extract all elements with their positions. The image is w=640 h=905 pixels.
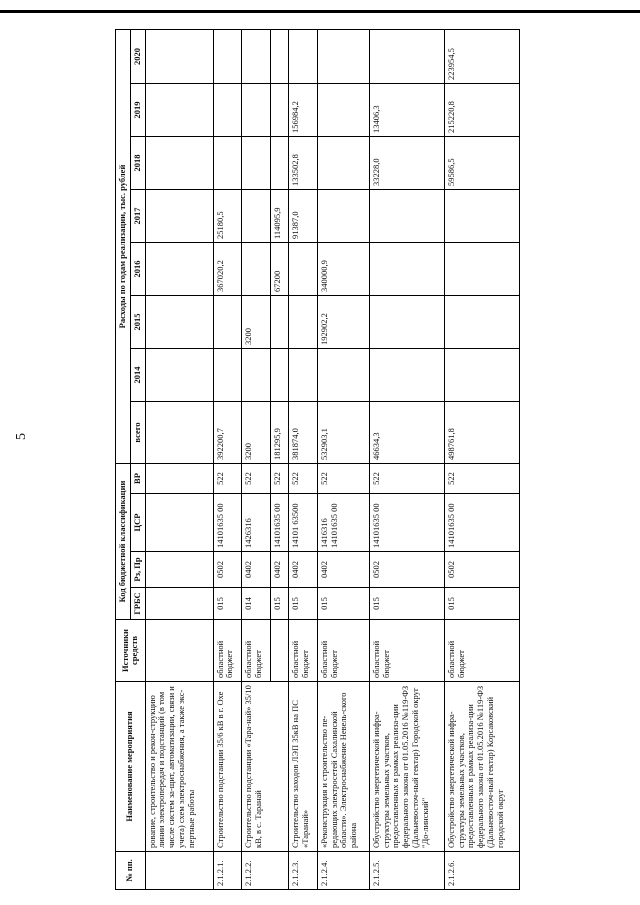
cell-grbs: 014 — [242, 588, 271, 620]
cell-vr: 522 — [271, 464, 288, 494]
cell-2015 — [288, 296, 317, 349]
cell-source: областной бюджет — [242, 620, 271, 682]
cell-name: Обустройство энергетической инфра-структуры земельных участков, предоставленных в рамках реализа-ции федерального закона от 01.05.2016 №119-ФЗ (Дальневосточ-ный гектар) Городской округ "До-линский" — [369, 682, 444, 852]
cell-grbs: 015 — [369, 588, 444, 620]
cell-name: «Реконструкция и строительство пе-редающих электросетей Сахалинской области». Электроснабжение Невель-ского района — [317, 682, 369, 852]
cell-2016 — [288, 243, 317, 296]
cell-rzpr: 0402 — [242, 552, 271, 588]
cell-no: 2.1.2.3. — [288, 852, 317, 890]
cell-2014 — [145, 349, 213, 402]
cell-2015 — [271, 296, 288, 349]
cell-2014 — [444, 349, 519, 402]
cell-2018: 33228,0 — [369, 137, 444, 190]
cell-name: ровапие, строительство и рекон-струкцию линии электропередач и подстанций (в том числе систем за-щит, автоматизации, связи и учета) схем электроснабжения, а также экс-пертные работы — [145, 682, 213, 852]
cell-2020 — [271, 29, 288, 83]
header-expenses: Расходы по годам реализации, тыс. рублей — [116, 29, 131, 463]
table-row — [444, 29, 519, 889]
cell-rzpr: 0402 — [271, 552, 288, 588]
cell-csr: 14101635 00 — [444, 494, 519, 552]
cell-2018 — [213, 137, 242, 190]
cell-2017: 25180,5 — [213, 190, 242, 243]
header-budget-code: Код бюджетной классификации — [116, 464, 131, 620]
cell-csr: 14101 63500 — [288, 494, 317, 552]
cell-2014 — [288, 349, 317, 402]
cell-2016: 67200 — [271, 243, 288, 296]
header-vr: ВР — [130, 464, 145, 494]
cell-2018: 59586,5 — [444, 137, 519, 190]
cell-2016 — [242, 243, 271, 296]
cell-2015: 3200 — [242, 296, 271, 349]
cell-2018 — [271, 137, 288, 190]
cell-csr: 14101635 00 — [213, 494, 242, 552]
cell-2015 — [145, 296, 213, 349]
cell-vr: 522 — [317, 464, 369, 494]
cell-rzpr: 0502 — [444, 552, 519, 588]
cell-2020 — [145, 29, 213, 83]
cell-total: 532903,1 — [317, 402, 369, 464]
cell-2019: 13406,3 — [369, 84, 444, 137]
cell-grbs — [145, 588, 213, 620]
cell-grbs: 015 — [271, 588, 288, 620]
header-year-2015: 2015 — [130, 296, 145, 349]
cell-no: 2.1.2.1. — [213, 852, 242, 890]
cell-2014 — [271, 349, 288, 402]
table-row — [145, 29, 213, 889]
cell-vr: 522 — [242, 464, 271, 494]
top-rule — [0, 10, 640, 13]
cell-2019: 215220,8 — [444, 84, 519, 137]
header-year-2020: 2020 — [130, 29, 145, 83]
cell-source — [271, 620, 288, 682]
cell-csr: 14101635 00 — [271, 494, 288, 552]
cell-name: Строительство заходов ЛЭП 35кВ на ПС «Таранай» — [288, 682, 317, 852]
header-year-2018: 2018 — [130, 137, 145, 190]
cell-csr: 1416316 14101635 00 — [317, 494, 369, 552]
cell-2018: 133502,8 — [288, 137, 317, 190]
cell-no: 2.1.2.2. — [242, 852, 288, 890]
header-rzpr: Рз, Пр — [130, 552, 145, 588]
cell-2018 — [317, 137, 369, 190]
cell-2019 — [317, 84, 369, 137]
cell-rzpr: 0402 — [288, 552, 317, 588]
cell-total — [145, 402, 213, 464]
cell-2016 — [145, 243, 213, 296]
table-row — [317, 29, 369, 889]
cell-2014 — [242, 349, 271, 402]
cell-2014 — [213, 349, 242, 402]
cell-rzpr — [145, 552, 213, 588]
cell-rzpr: 0502 — [369, 552, 444, 588]
cell-rzpr: 0402 — [317, 552, 369, 588]
cell-2017 — [145, 190, 213, 243]
cell-2015 — [369, 296, 444, 349]
cell-2019 — [242, 84, 271, 137]
cell-2019: 156984,2 — [288, 84, 317, 137]
cell-2017 — [444, 190, 519, 243]
cell-2014 — [317, 349, 369, 402]
cell-2015: 192902,2 — [317, 296, 369, 349]
cell-csr: 14101635 00 — [369, 494, 444, 552]
cell-source: областной бюджет — [369, 620, 444, 682]
cell-total: 392200,7 — [213, 402, 242, 464]
table-row — [369, 29, 444, 889]
header-no: № пп. — [116, 852, 146, 890]
cell-source: областной бюджет — [317, 620, 369, 682]
table-row — [288, 29, 317, 889]
cell-2019 — [145, 84, 213, 137]
cell-2020 — [213, 29, 242, 83]
header-total: всего — [130, 402, 145, 464]
cell-total: 3200 — [242, 402, 271, 464]
cell-grbs: 015 — [213, 588, 242, 620]
cell-name: Строительство подстанции «Тара-най» 35/10 кВ, в с. Таранай — [242, 682, 288, 852]
cell-2020 — [369, 29, 444, 83]
cell-2015 — [444, 296, 519, 349]
cell-grbs: 015 — [444, 588, 519, 620]
cell-2020 — [242, 29, 271, 83]
header-name: Наименование мероприятия — [116, 682, 146, 852]
header-year-2016: 2016 — [130, 243, 145, 296]
header-year-2017: 2017 — [130, 190, 145, 243]
cell-2016 — [444, 243, 519, 296]
cell-no: 2.1.2.5. — [369, 852, 444, 890]
cell-2020 — [288, 29, 317, 83]
cell-2017: 114095,9 — [271, 190, 288, 243]
cell-total: 46634,3 — [369, 402, 444, 464]
cell-no — [145, 852, 213, 890]
rotated-table-container — [115, 30, 520, 890]
cell-2016 — [369, 243, 444, 296]
cell-2017 — [317, 190, 369, 243]
table-row — [213, 29, 242, 889]
cell-2018 — [242, 137, 271, 190]
cell-rzpr: 0502 — [213, 552, 242, 588]
cell-total: 181295,9 — [271, 402, 288, 464]
cell-2016: 367020,2 — [213, 243, 242, 296]
cell-csr: 1426316 — [242, 494, 271, 552]
cell-vr — [145, 464, 213, 494]
cell-total: 498761,8 — [444, 402, 519, 464]
header-year-2019: 2019 — [130, 84, 145, 137]
cell-2019 — [271, 84, 288, 137]
page-number: 5 — [14, 433, 29, 440]
cell-2018 — [145, 137, 213, 190]
header-grbs: ГРБС — [130, 588, 145, 620]
table-row — [242, 29, 271, 889]
cell-source: областной бюджет — [213, 620, 242, 682]
cell-grbs: 015 — [317, 588, 369, 620]
cell-vr: 522 — [444, 464, 519, 494]
cell-vr: 522 — [213, 464, 242, 494]
cell-source: областной бюджет — [444, 620, 519, 682]
cell-csr — [145, 494, 213, 552]
cell-grbs: 015 — [288, 588, 317, 620]
cell-2020 — [317, 29, 369, 83]
header-csr: ЦСР — [130, 494, 145, 552]
cell-2016: 340000,9 — [317, 243, 369, 296]
cell-2015 — [213, 296, 242, 349]
cell-2014 — [369, 349, 444, 402]
cell-no: 2.1.2.6. — [444, 852, 519, 890]
cell-2017 — [369, 190, 444, 243]
cell-no: 2.1.2.4. — [317, 852, 369, 890]
cell-2017 — [242, 190, 271, 243]
cell-source: областной бюджет — [288, 620, 317, 682]
cell-total: 381874,0 — [288, 402, 317, 464]
expenses-table — [115, 29, 520, 890]
cell-2019 — [213, 84, 242, 137]
cell-name: Обустройство энергетической инфра-структуры земельных участков, предоставленных в рамках реализа-ции федерального закона от 01.05.2016 №119-ФЗ (Дальневосточ-ный гектар) Корсаковский городской округ — [444, 682, 519, 852]
cell-name: Строительство подстанции 35/6 кВ в г. Охе — [213, 682, 242, 852]
header-source: Источники средств — [116, 620, 146, 682]
cell-vr: 522 — [288, 464, 317, 494]
cell-source — [145, 620, 213, 682]
cell-2017: 91387,0 — [288, 190, 317, 243]
cell-vr: 522 — [369, 464, 444, 494]
cell-2020: 223954,5 — [444, 29, 519, 83]
header-year-2014: 2014 — [130, 349, 145, 402]
